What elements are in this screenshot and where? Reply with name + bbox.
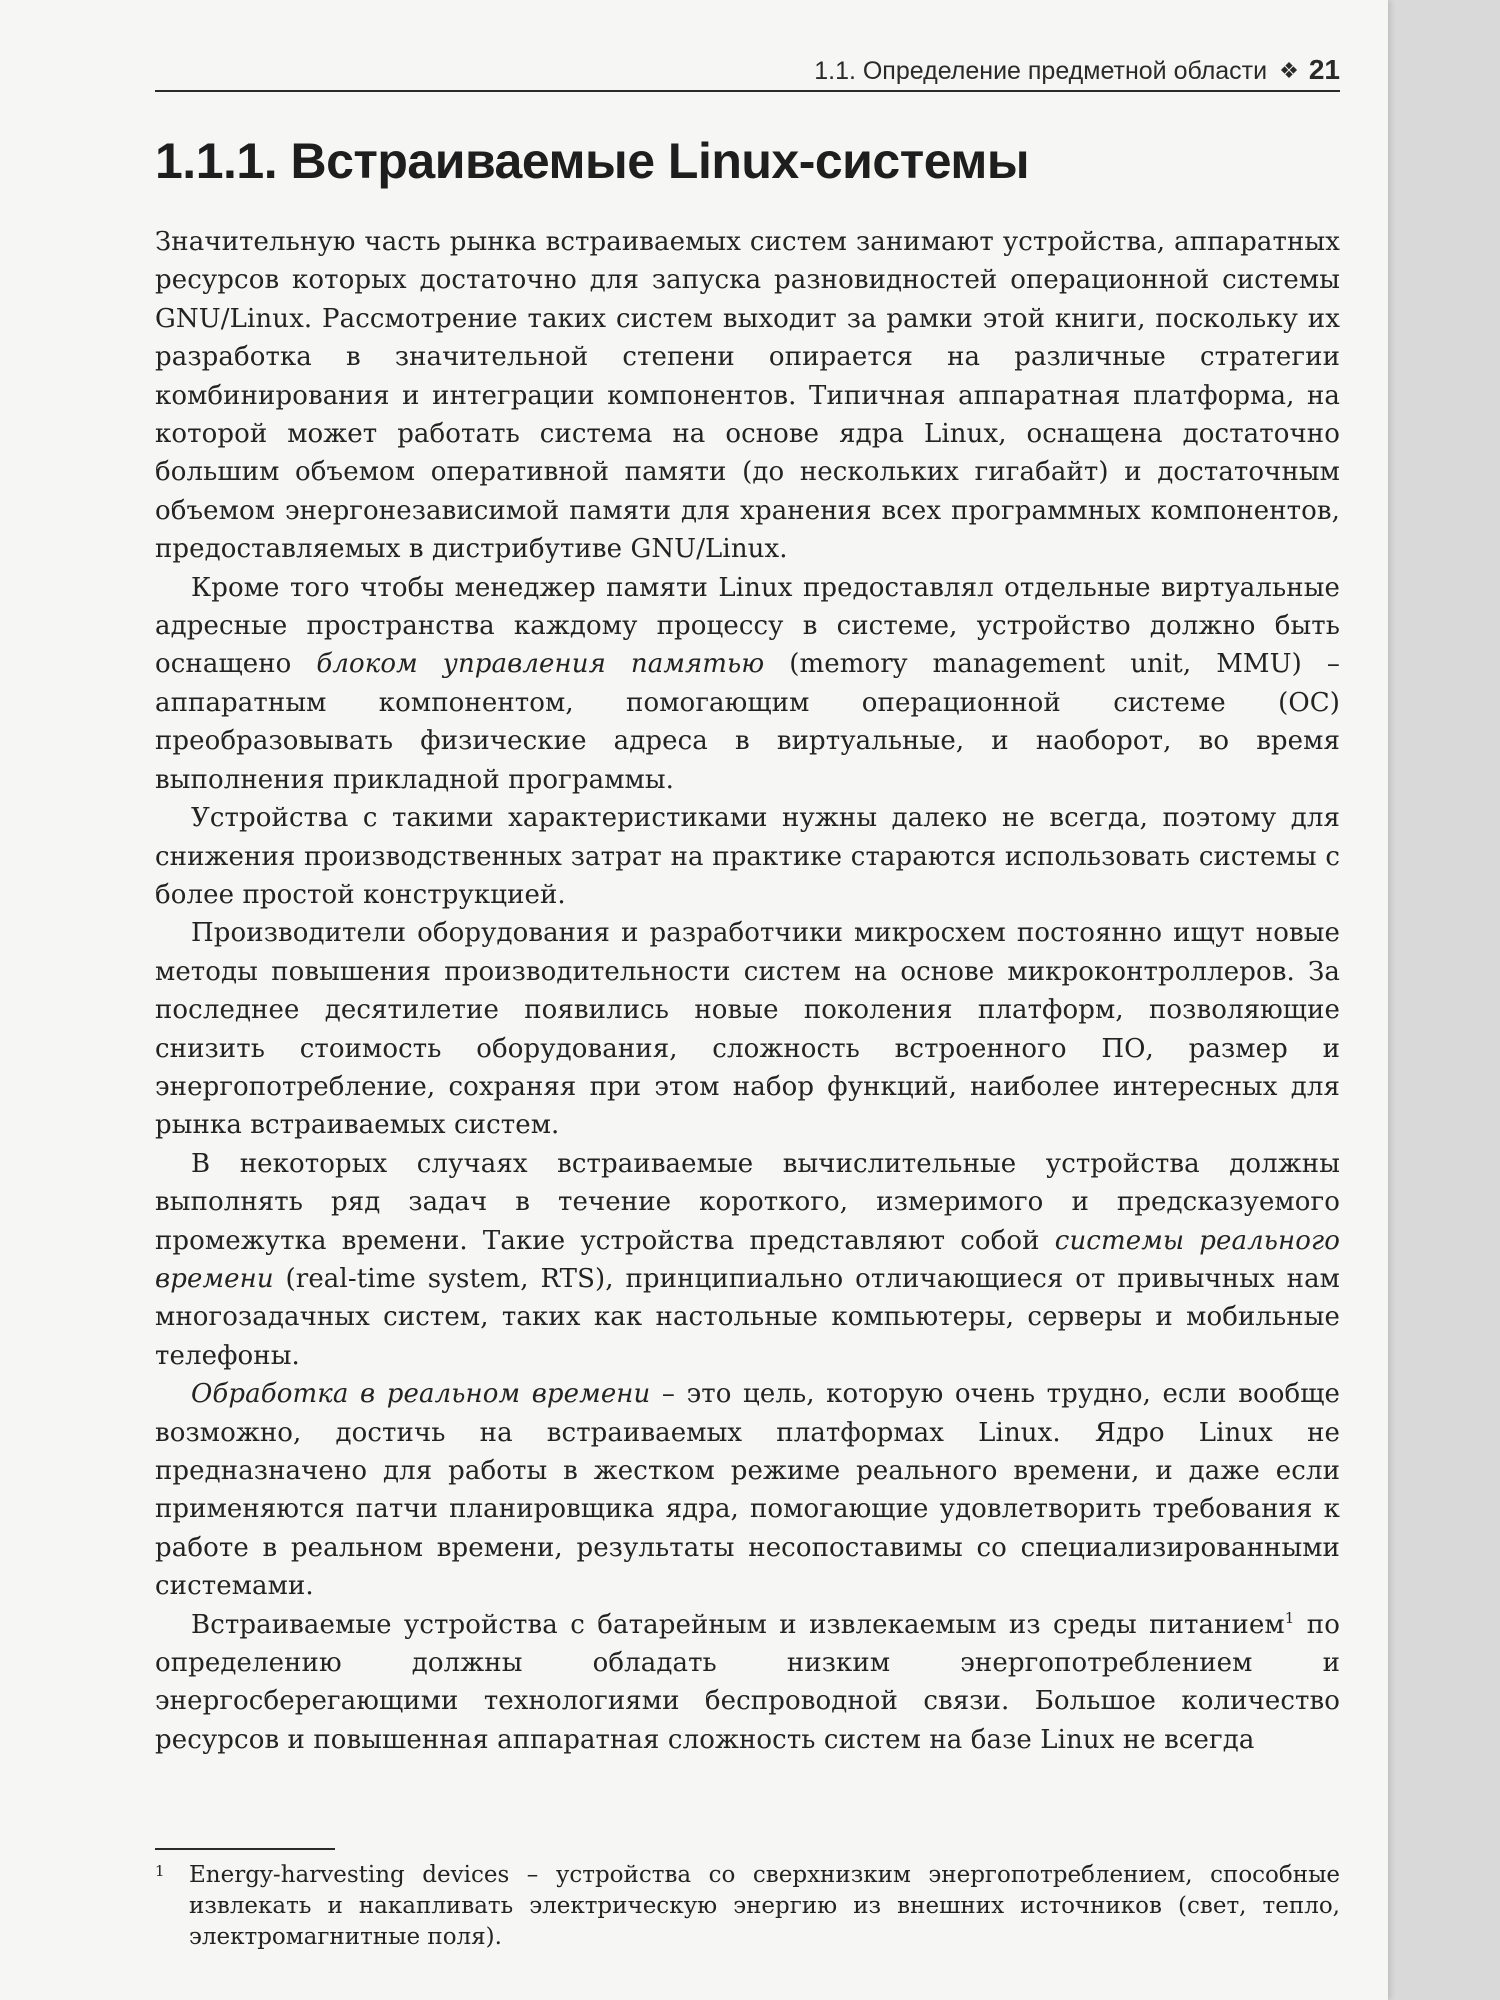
- paragraph: В некоторых случаях встраиваемые вычислительные устройства должны выполнять ряд задач в течение короткого, измеримого и предсказуемого промежутка времени. Такие устройства представляют собой системы реального времени (real-time system, RTS), принципиально отличающиеся от привычных нам многозадачных систем, таких как настольные компьютеры, серверы и мобильные телефоны.: [155, 1148, 1340, 1371]
- footnote-reference[interactable]: 1: [1284, 1608, 1295, 1627]
- running-head: [155, 50, 1340, 92]
- running-head-section: 1.1. Определение предметной области: [814, 57, 1268, 85]
- paragraph: Устройства с такими характеристиками нужны далеко не всегда, поэтому для снижения производственных затрат на практике стараются использовать системы с более простой конструкцией.: [155, 803, 1340, 910]
- paragraph: Значительную часть рынка встраиваемых систем занимают устройства, аппаратных ресурсов которых достаточно для запуска разновидностей операционной системы GNU/Linux. Рассмотрение таких систем выходит за рамки этой книги, поскольку их разработка в значительной степени опирается на различные стратегии комбинирования и интеграции компонентов. Типичная аппаратная платформа, на которой может работать система на основе ядра Linux, оснащена достаточно большим объемом оперативной памяти (до нескольких гигабайт) и достаточным объемом энергонезависимой памяти для хранения всех программных компонентов, предоставляемых в дистрибутиве GNU/Linux.: [155, 227, 1340, 565]
- section-heading: 1.1.1. Встраиваемые Linux-системы: [155, 133, 1030, 189]
- paragraph: Кроме того чтобы менеджер памяти Linux предоставлял отдельные виртуальные адресные пространства каждому процессу в системе, устройство должно быть оснащено блоком управления памятью (memory management unit, MMU) – аппаратным компонентом, помогающим операционной системе (ОС) преобразовывать физические адреса в виртуальные, и наоборот, во время выполнения прикладной программы.: [155, 572, 1340, 795]
- italic-term: системы реального времени: [155, 1225, 1340, 1294]
- paragraph: Производители оборудования и разработчики микросхем постоянно ищут новые методы повышения производительности систем на основе микроконтроллеров. За последнее десятилетие появились новые поколения платформ, позволяющие снизить стоимость оборудования, сложность встроенного ПО, размер и энергопотребление, сохраняя при этом набор функций, наиболее интересных для рынка встраиваемых систем.: [155, 918, 1340, 1141]
- italic-term: блоком управления памятью: [316, 649, 765, 680]
- footnote-text: Energy-harvesting devices – устройства со сверхнизким энергопотреблением, способные извлекать и накапливать электрическую энергию из внешних источников (свет, тепло, электромагнитные поля).: [189, 1862, 1340, 1950]
- page-number: 21: [1308, 54, 1340, 85]
- body-text: [155, 223, 1340, 1759]
- paragraph: Встраиваемые устройства с батарейным и извлекаемым из среды питанием$^1$ по определению должны обладать низким энергопотреблением и энергосберегающими технологиями беспроводной связи. Большое количество ресурсов и повышенная аппаратная сложность систем на базе Linux не всегда: [155, 1608, 1340, 1755]
- footnote-mark: 1: [155, 1862, 165, 1880]
- footnote: [155, 1860, 1340, 1953]
- italic-term: Обработка в реальном времени: [191, 1379, 651, 1410]
- footnote-divider: [155, 1848, 335, 1850]
- ornament-icon: ❖: [1279, 58, 1299, 83]
- paragraph: Обработка в реальном времени – это цель, которую очень трудно, если вообще возможно, достичь на встраиваемых платформах Linux. Ядро Linux не предназначено для работы в жестком режиме реального времени, и даже если применяются патчи планировщика ядра, помогающие удовлетворить требования к работе в реальном времени, результаты несопоставимы со специализированными системами.: [155, 1379, 1340, 1602]
